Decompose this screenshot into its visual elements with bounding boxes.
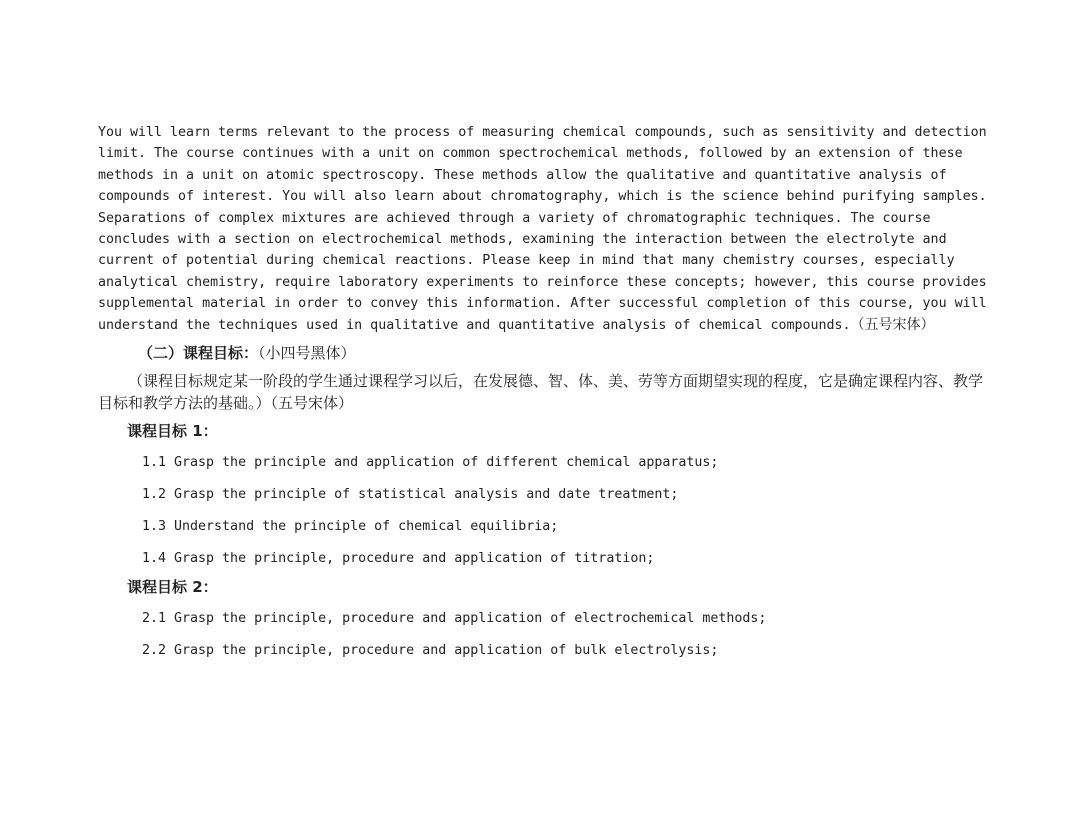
section-description: （课程目标规定某一阶段的学生通过课程学习以后，在发展德、智、体、美、劳等方面期望实现的程度，它是确定课程内容、教学目标和教学方法的基础。）（五号宋体）: [98, 372, 984, 413]
intro-font-note: （五号宋体）: [850, 316, 935, 333]
goal-item-1-4: 1.4 Grasp the principle, procedure and application of titration;: [142, 551, 655, 567]
goal-list-1: [98, 452, 988, 570]
intro-text: You will learn terms relevant to the process of measuring chemical compounds, such as sensitivity and detection limit. The course continues with a unit on common spectrochemical methods, followed by an extension of these methods in a unit on atomic spectroscopy. These methods allow the qualitative and quantitative analysis of compounds of interest. You will also learn about chromatography, which is the science behind purifying samples. Separations of complex mixtures are achieved through a variety of chromatographic techniques. The course concludes with a section on electrochemical methods, examining the interaction between the electrolyte and current of potential during chemical reactions. Please keep in mind that many chemistry courses, especially analytical chemistry, require laboratory experiments to reinforce these concepts; however, this course provides supplemental material in order to convey this information. After successful completion of this course, you will understand the techniques used in qualitative and quantitative analysis of chemical compounds.: [98, 125, 987, 333]
goal-title-1: 课程目标 1：: [127, 422, 218, 441]
section-heading-note: （小四号黑体）: [258, 344, 356, 363]
goal-item-1-3: 1.3 Understand the principle of chemical equilibria;: [142, 519, 559, 535]
goal-item-1-1: 1.1 Grasp the principle and application of different chemical apparatus;: [142, 455, 719, 471]
goal-list-2: [98, 608, 988, 662]
goal-group-2: [98, 576, 988, 662]
goal-item-2-2: 2.2 Grasp the principle, procedure and application of bulk electrolysis;: [142, 643, 719, 659]
document-page: [98, 122, 988, 662]
intro-paragraph: [98, 122, 988, 336]
section-heading-title: （二）课程目标：: [138, 344, 259, 363]
goal-group-1: [98, 420, 988, 570]
goal-item-2-1: 2.1 Grasp the principle, procedure and application of electrochemical methods;: [142, 611, 767, 627]
goal-title-2: 课程目标 2：: [127, 578, 218, 597]
goal-item-1-2: 1.2 Grasp the principle of statistical analysis and date treatment;: [142, 487, 679, 503]
section-heading: [138, 341, 988, 365]
